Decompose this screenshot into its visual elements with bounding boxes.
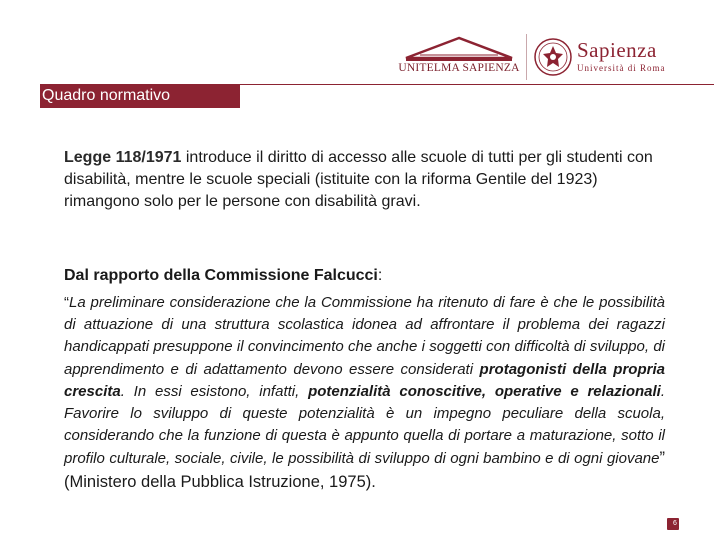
unitelma-pediment-icon: [400, 36, 518, 62]
paragraph-legge: [64, 147, 654, 213]
page-number: 6: [673, 520, 677, 527]
quote-bold-2: potenzialità conoscitive, operative e relazionali: [308, 382, 661, 400]
quote-bold-1: protagonisti della propria crescita: [64, 360, 665, 400]
falcucci-lead: Dal rapporto della Commissione Falcucci: [64, 267, 378, 284]
logo-divider: [526, 34, 527, 80]
quote-close-mark: ”: [659, 449, 665, 468]
quote-citation: (Ministero della Pubblica Istruzione, 1975).: [64, 472, 376, 491]
falcucci-colon: :: [377, 267, 383, 284]
quote-open-mark: “: [64, 294, 69, 311]
unitelma-logo: [398, 36, 520, 80]
page-title: Quadro normativo: [40, 84, 240, 108]
sapienza-subtitle: Università di Roma: [577, 63, 666, 73]
falcucci-quote: [64, 292, 665, 494]
sapienza-wordmark: [577, 38, 666, 73]
quote-part-2: . In essi esistono, infatti,: [120, 382, 309, 400]
quote-part-1: La preliminare considerazione che la Commissione ha ritenuto di fare è che le possibilità di attuazione di una struttura scolastica idonea ad affrontare il problema dei ragazzi handicappati presuppone il convincimento che anche i soggetti con difficoltà di sviluppo, di apprendimento e di adattamento devono essere considerati: [64, 294, 665, 378]
legge-text: introduce il diritto di accesso alle scuole di tutti per gli studenti con disabilità, mentre le scuole speciali (istituite con la riforma Gentile del 1923) rimangono solo per le persone con disabilità gravi.: [64, 149, 653, 210]
quote-part-3: . Favorire lo sviluppo di queste potenzialità è un impegno peculiare della scuola, considerando che la funzione di questa è appunto quella di portare a maturazione, sotto il profilo culturale, sociale, civile, le possibilità di sviluppo di ogni bambino e di ogni giovane: [64, 382, 665, 468]
paragraph-falcucci-heading: [64, 265, 664, 287]
sapienza-name: Sapienza: [577, 38, 657, 62]
legge-reference: Legge 118/1971: [64, 149, 182, 166]
unitelma-logo-text: UNITELMA SAPIENZA: [398, 62, 520, 74]
sapienza-seal-icon: [533, 37, 573, 82]
